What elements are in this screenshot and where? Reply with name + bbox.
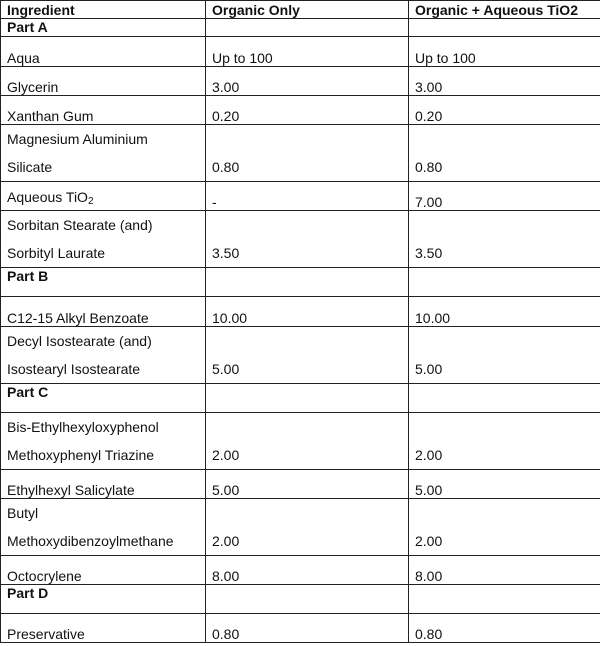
section-row-part-b (1, 268, 600, 297)
ingredient-cell (1, 125, 206, 182)
section-label: Part D (1, 585, 206, 614)
empty-cell (409, 384, 600, 413)
organic-tio2-cell: 5.00 (409, 470, 600, 499)
organic-tio2-value: 5.00 (415, 361, 443, 377)
section-row-part-a (1, 19, 600, 37)
ingredient-cell: C12-15 Alkyl Benzoate (1, 297, 206, 327)
ingredient-cell: Preservative (1, 614, 206, 643)
organic-tio2-cell (409, 327, 600, 384)
organic-only-cell: 0.80 (206, 614, 409, 643)
table-row (1, 556, 600, 585)
ingredient-line: Sorbityl Laurate (7, 245, 106, 261)
organic-only-cell (206, 499, 409, 556)
section-row-part-c (1, 384, 600, 413)
organic-only-cell (206, 327, 409, 384)
ingredient-cell: Octocrylene (1, 556, 206, 585)
ingredient-cell (1, 211, 206, 268)
organic-tio2-value: 2.00 (415, 447, 443, 463)
organic-tio2-cell (409, 211, 600, 268)
organic-only-cell: 3.00 (206, 67, 409, 96)
organic-tio2-cell: 0.20 (409, 96, 600, 125)
organic-tio2-value: 0.80 (415, 159, 443, 175)
empty-cell (409, 19, 600, 37)
organic-tio2-cell: 10.00 (409, 297, 600, 327)
organic-only-cell (206, 125, 409, 182)
empty-cell (206, 268, 409, 297)
subscript: 2 (87, 196, 94, 207)
organic-only-value: 3.50 (212, 245, 240, 261)
ingredient-cell: Glycerin (1, 67, 206, 96)
organic-only-value: 5.00 (212, 361, 240, 377)
ingredient-line: Methoxydibenzoylmethane (7, 533, 174, 549)
empty-cell (206, 19, 409, 37)
organic-tio2-cell: 3.00 (409, 67, 600, 96)
ingredient-line: Decyl Isostearate (and) (7, 333, 152, 349)
section-label: Part A (1, 19, 206, 37)
section-row-part-d (1, 585, 600, 614)
section-label: Part B (1, 268, 206, 297)
organic-only-cell: 0.20 (206, 96, 409, 125)
table-row (1, 211, 600, 268)
ingredient-line: Methoxyphenyl Triazine (7, 447, 155, 463)
organic-only-cell: Up to 100 (206, 37, 409, 67)
table-row (1, 37, 600, 67)
empty-cell (206, 585, 409, 614)
section-label: Part C (1, 384, 206, 413)
organic-only-value: 0.80 (212, 159, 240, 175)
ingredient-cell: Ethylhexyl Salicylate (1, 470, 206, 499)
table-row (1, 614, 600, 643)
organic-tio2-cell: 8.00 (409, 556, 600, 585)
table-row (1, 470, 600, 499)
table-row (1, 297, 600, 327)
ingredient-cell (1, 413, 206, 470)
organic-only-cell (206, 413, 409, 470)
organic-tio2-value: 3.50 (415, 245, 443, 261)
table-row (1, 327, 600, 384)
ingredient-cell: Aqua (1, 37, 206, 67)
ingredient-line: Butyl (7, 505, 39, 521)
ingredient-cell (1, 182, 206, 211)
ingredient-line: Bis-Ethylhexyloxyphenol (7, 419, 159, 435)
table-row (1, 67, 600, 96)
empty-cell (206, 384, 409, 413)
table-row (1, 413, 600, 470)
ingredient-name: Aqueous TiO (7, 189, 88, 205)
organic-tio2-value: 2.00 (415, 533, 443, 549)
table-row (1, 96, 600, 125)
organic-tio2-cell: 0.80 (409, 614, 600, 643)
organic-only-value: 2.00 (212, 533, 240, 549)
ingredient-cell (1, 327, 206, 384)
organic-only-cell: 5.00 (206, 470, 409, 499)
empty-cell (409, 585, 600, 614)
organic-only-cell (206, 211, 409, 268)
table-row (1, 182, 600, 211)
organic-only-value: 2.00 (212, 447, 240, 463)
header-organic-tio2: Organic + Aqueous TiO2 (409, 1, 600, 19)
ingredient-line: Sorbitan Stearate (and) (7, 217, 153, 233)
ingredient-cell (1, 499, 206, 556)
organic-tio2-cell: 7.00 (409, 182, 600, 211)
organic-only-cell: - (206, 182, 409, 211)
ingredient-line: Isostearyl Isostearate (7, 361, 141, 377)
empty-cell (409, 268, 600, 297)
organic-tio2-cell: Up to 100 (409, 37, 600, 67)
table-row (1, 499, 600, 556)
ingredient-cell: Xanthan Gum (1, 96, 206, 125)
ingredient-line: Magnesium Aluminium (7, 131, 148, 147)
organic-only-cell: 8.00 (206, 556, 409, 585)
organic-tio2-cell (409, 413, 600, 470)
organic-tio2-cell (409, 499, 600, 556)
organic-only-cell: 10.00 (206, 297, 409, 327)
organic-tio2-cell (409, 125, 600, 182)
table-row (1, 125, 600, 182)
ingredient-line: Silicate (7, 159, 53, 175)
header-ingredient: Ingredient (1, 1, 206, 19)
header-row (1, 1, 600, 19)
header-organic-only: Organic Only (206, 1, 409, 19)
